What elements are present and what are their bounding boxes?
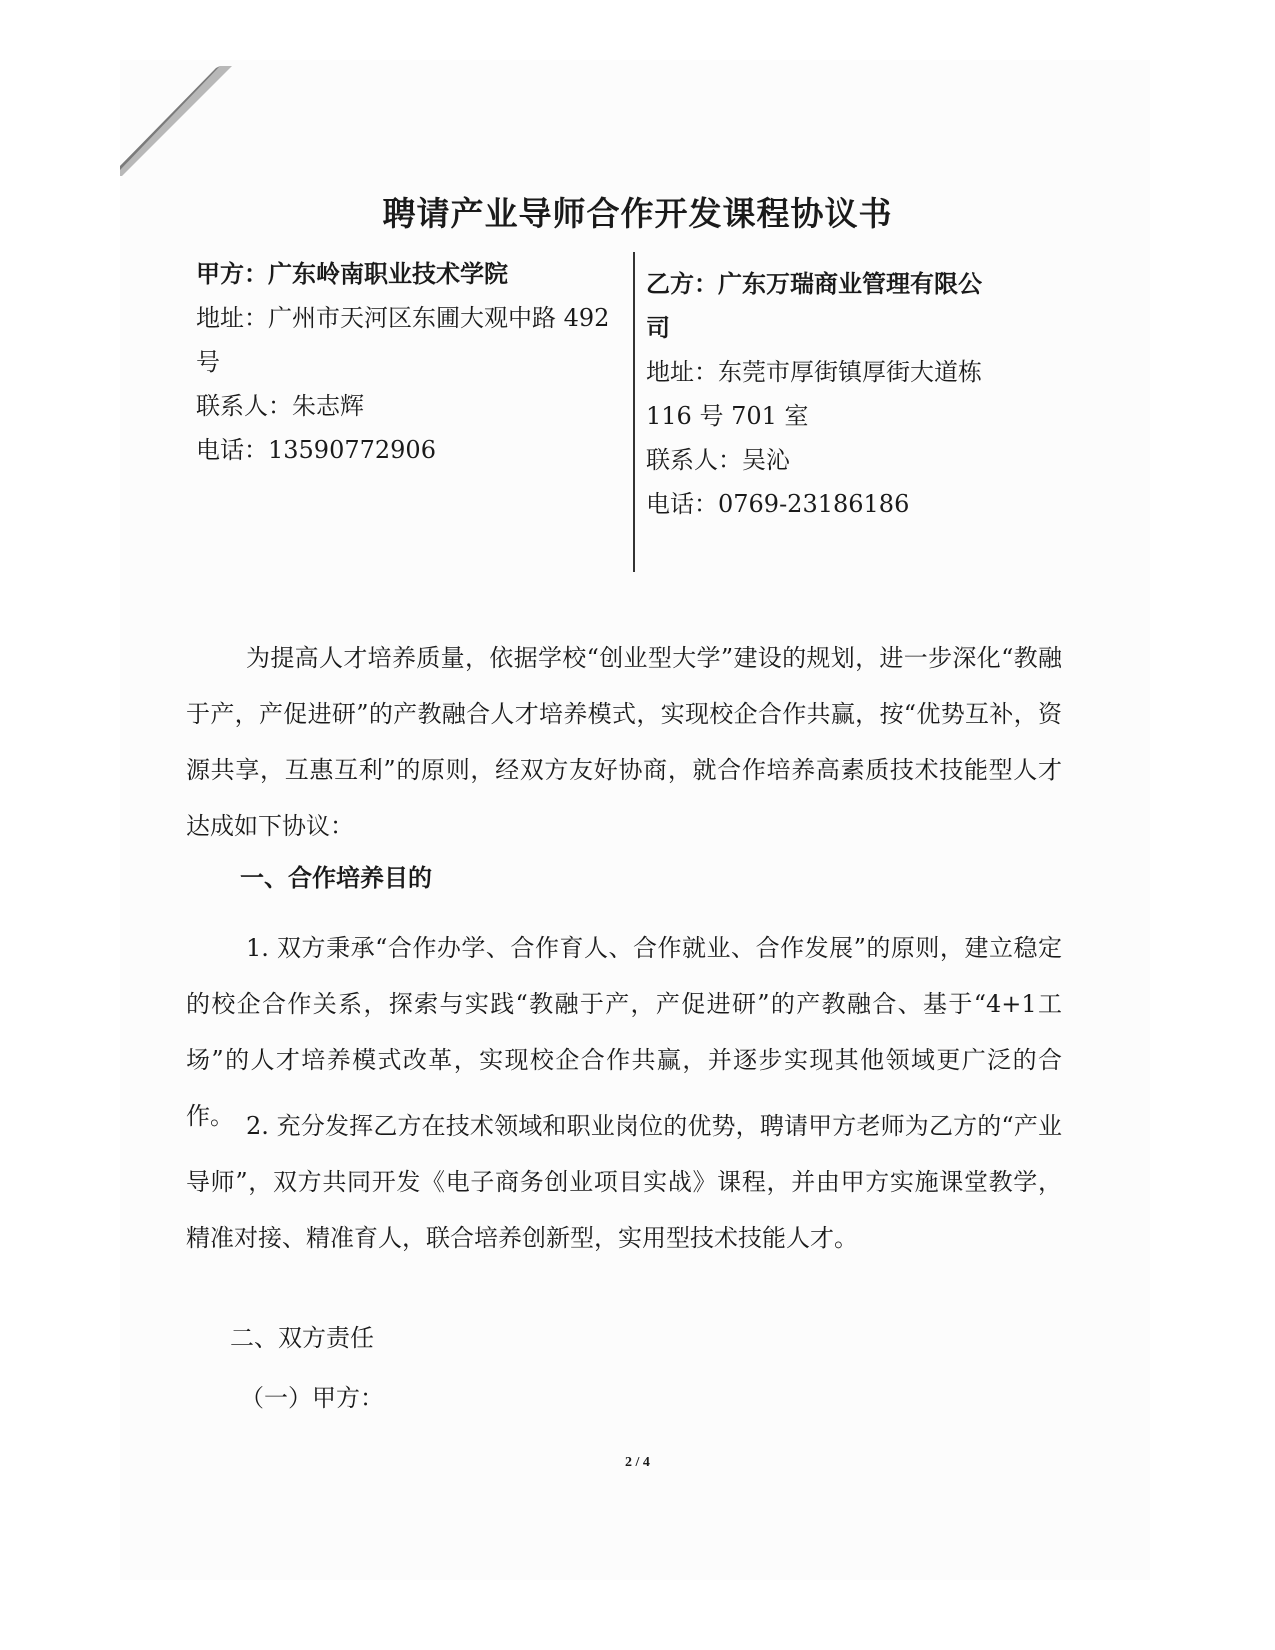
clause-item-1: 1. 双方秉承“合作办学、合作育人、合作就业、合作发展”的原则，建立稳定的校企合作关系，探索与实践“教融于产，产促进研”的产教融合、基于“4+1工场”的人才培养模式改革，实现校企合作共赢，并逐步实现其他领域更广泛的合作。 (186, 934, 1062, 1130)
party-a-address-line1: 地址：广州市天河区东圃大观中路 492 (196, 304, 610, 332)
section2-heading: 二、双方责任 (230, 1324, 374, 1352)
party-b-address-line2: 116 号 701 室 (646, 402, 809, 430)
folded-corner-shadow (120, 66, 240, 176)
party-a-address-line2: 号 (196, 348, 220, 376)
party-b-address-line1: 地址：东莞市厚街镇厚街大道栋 (646, 358, 982, 386)
party-divider (633, 252, 635, 572)
party-b-name-line2: 司 (646, 313, 670, 342)
section1-heading: 一、合作培养目的 (240, 863, 432, 892)
party-a-contact: 联系人：朱志辉 (196, 392, 364, 420)
party-b-name-line1: 乙方：广东万瑞商业管理有限公 (646, 269, 982, 298)
party-a-phone: 电话：13590772906 (196, 436, 436, 464)
party-b-phone: 电话：0769-23186186 (646, 490, 910, 518)
subsection-heading: （一）甲方： (240, 1384, 384, 1412)
clause-item-2: 2. 充分发挥乙方在技术领域和职业岗位的优势，聘请甲方老师为乙方的“产业导师”，双方共同开发《电子商务创业项目实战》课程，并由甲方实施课堂教学，精准对接、精准育人，联合培养创新型，实用型技术技能人才。 (186, 1112, 1062, 1252)
party-a-block (196, 252, 616, 472)
party-b-contact: 联系人：吴沁 (646, 446, 790, 474)
document-title: 聘请产业导师合作开发课程协议书 (382, 194, 893, 233)
intro-paragraph: 为提高人才培养质量，依据学校“创业型大学”建设的规划，进一步深化“教融于产，产促进研”的产教融合人才培养模式，实现校企合作共赢，按“优势互补，资源共享，互惠互利”的原则，经双方友好协商，就合作培养高素质技术技能型人才达成如下协议： (186, 644, 1062, 840)
page-number: 2 / 4 (625, 1455, 650, 1470)
party-a-name: 甲方：广东岭南职业技术学院 (196, 259, 508, 288)
party-b-block (646, 262, 1026, 526)
